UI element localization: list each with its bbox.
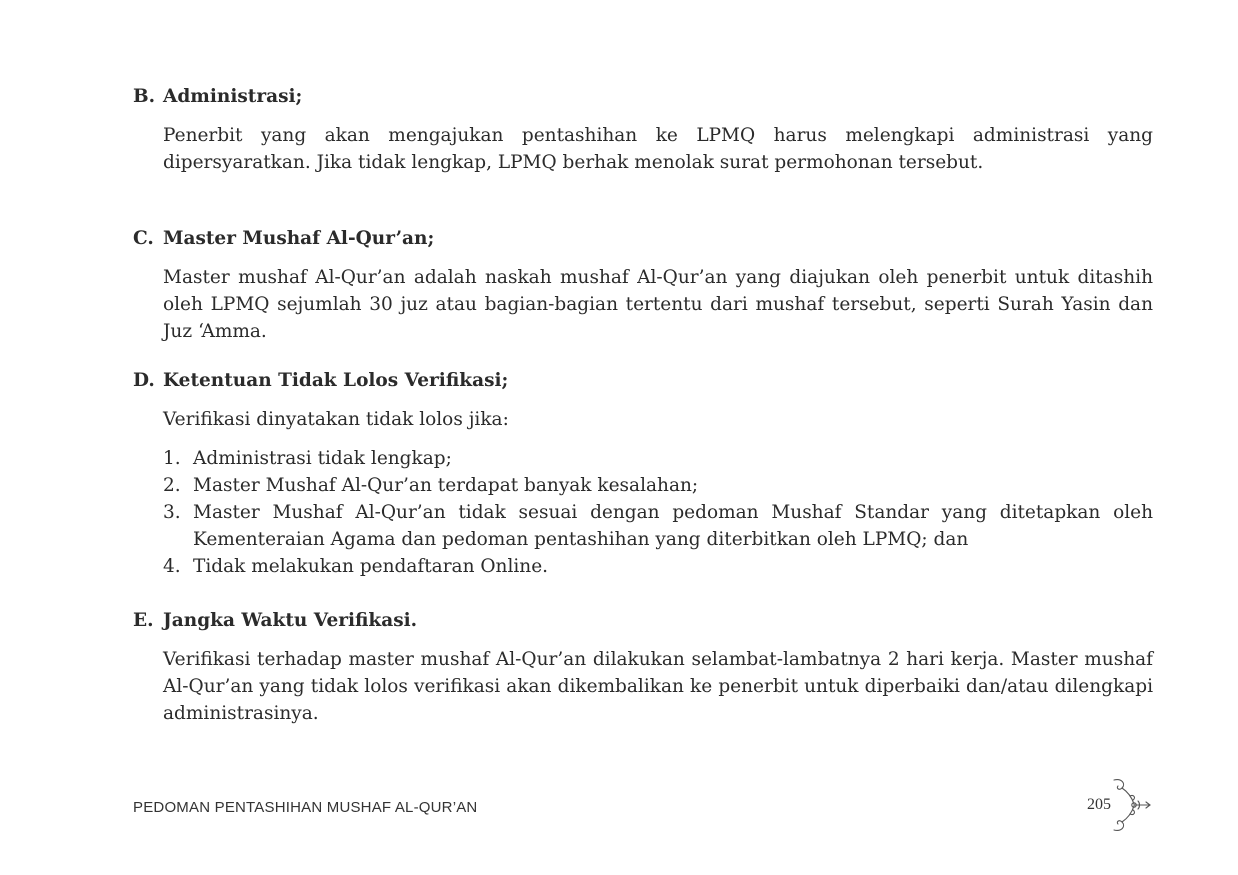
footer-book-title: PEDOMAN PENTASHIHAN MUSHAF AL-QUR’AN: [133, 799, 478, 816]
section-title: Jangka Waktu Verifikasi.: [163, 610, 418, 631]
section-heading: [133, 227, 1153, 251]
section-heading: [133, 369, 1153, 393]
page-number: 205: [1087, 796, 1111, 813]
list-item: [163, 472, 1153, 499]
section-letter: C.: [133, 228, 154, 249]
list-item-number: 1.: [163, 448, 181, 469]
section-d: [133, 369, 1153, 580]
section-letter: B.: [133, 86, 156, 107]
list-item-text: Administrasi tidak lengkap;: [193, 448, 452, 469]
criteria-list: [163, 445, 1153, 580]
list-item-text: Master Mushaf Al-Qur’an terdapat banyak kesalahan;: [193, 475, 699, 496]
section-heading: [133, 609, 1153, 633]
section-paragraph: Penerbit yang akan mengajukan pentashihan ke LPMQ harus melengkapi administrasi yang dipersyaratkan. Jika tidak lengkap, LPMQ berhak menolak surat permohonan tersebut.: [163, 125, 1153, 173]
section-heading: [133, 85, 1153, 109]
list-item: [163, 553, 1153, 580]
section-paragraph: Master mushaf Al-Qur’an adalah naskah mushaf Al-Qur’an yang diajukan oleh penerbit untuk ditashih oleh LPMQ sejumlah 30 juz atau bagian-bagian tertentu dari mushaf tersebut, seperti Surah Yasin dan Juz ‘Amma.: [163, 267, 1153, 342]
section-letter: D.: [133, 370, 155, 391]
list-item-number: 3.: [163, 502, 181, 523]
section-b: [133, 85, 1153, 176]
section-paragraph: Verifikasi terhadap master mushaf Al-Qur’an dilakukan selambat-lambatnya 2 hari kerja. Master mushaf Al-Qur’an yang tidak lolos verifikasi akan dikembalikan ke penerbit untuk diperbaiki dan/atau dilengkapi administrasinya.: [163, 649, 1153, 724]
list-item-text: Master Mushaf Al-Qur’an tidak sesuai dengan pedoman Mushaf Standar yang ditetapkan oleh Kementeraian Agama dan pedoman pentashihan yang diterbitkan oleh LPMQ; dan: [193, 502, 1153, 550]
section-title: Master Mushaf Al-Qur’an;: [163, 228, 435, 249]
section-e: [133, 609, 1153, 727]
list-item-text: Tidak melakukan pendaftaran Online.: [193, 556, 549, 577]
section-title: Administrasi;: [163, 86, 303, 107]
list-item: [163, 445, 1153, 472]
section-c: [133, 227, 1153, 345]
floral-ornament-icon: [1108, 776, 1154, 834]
section-title: Ketentuan Tidak Lolos Verifikasi;: [163, 370, 509, 391]
section-letter: E.: [133, 610, 154, 631]
list-item-number: 4.: [163, 556, 181, 577]
list-item-number: 2.: [163, 475, 181, 496]
section-paragraph: Verifikasi dinyatakan tidak lolos jika:: [163, 409, 509, 430]
list-item: [163, 499, 1153, 553]
